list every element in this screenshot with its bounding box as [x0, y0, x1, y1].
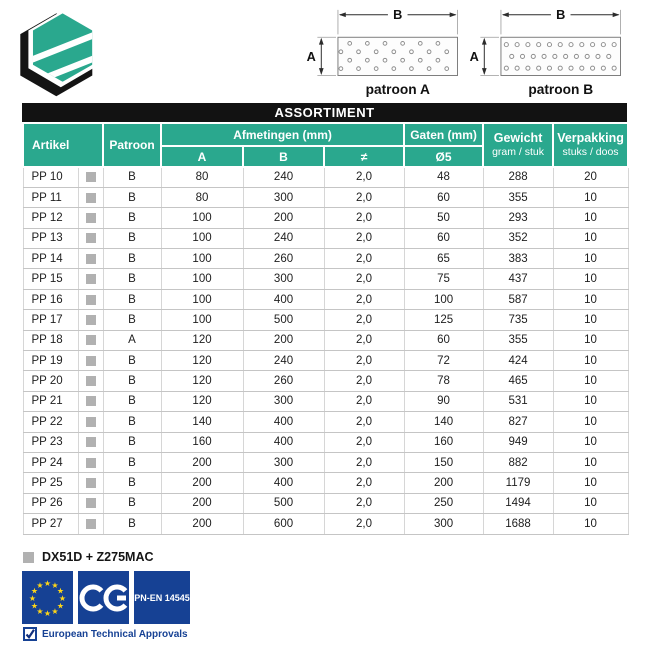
- dim-a-cell: 200: [161, 473, 243, 493]
- dim-b-cell: 400: [243, 473, 324, 493]
- holes-cell: 60: [404, 228, 483, 248]
- artikel-cell: PP 10: [23, 167, 78, 187]
- thickness-cell: 2,0: [324, 187, 404, 207]
- dim-b-cell: 240: [243, 167, 324, 187]
- dim-b-cell: 200: [243, 208, 324, 228]
- header-dim-a: A: [161, 146, 243, 167]
- material-swatch-cell: [78, 167, 103, 187]
- holes-cell: 300: [404, 514, 483, 534]
- holes-cell: 125: [404, 310, 483, 330]
- patroon-b-diagram: [465, 2, 630, 100]
- material-swatch-icon: [86, 437, 96, 447]
- header-verpakking-label: Verpakking: [557, 131, 624, 145]
- svg-text:★: ★: [30, 601, 39, 611]
- table-row: [23, 167, 628, 187]
- table-row: [23, 493, 628, 513]
- dim-a-cell: 120: [161, 391, 243, 411]
- weight-cell: 882: [483, 452, 553, 472]
- arrow-up-icon: [319, 38, 324, 45]
- table-row: [23, 330, 628, 350]
- material-swatch-cell: [78, 514, 103, 534]
- weight-cell: 352: [483, 228, 553, 248]
- material-swatch-cell: [78, 452, 103, 472]
- dim-b-cell: 500: [243, 493, 324, 513]
- holes-cell: 50: [404, 208, 483, 228]
- dim-b-cell: 300: [243, 269, 324, 289]
- material-swatch-cell: [78, 269, 103, 289]
- svg-text:★: ★: [56, 586, 65, 596]
- holes-cell: 150: [404, 452, 483, 472]
- material-swatch-cell: [78, 228, 103, 248]
- dim-b-cell: 300: [243, 452, 324, 472]
- packaging-cell: 10: [553, 432, 628, 452]
- dim-a-cell: 100: [161, 269, 243, 289]
- header-verpakking-sub: stuks / doos: [562, 146, 619, 158]
- thickness-cell: 2,0: [324, 208, 404, 228]
- table-row: [23, 412, 628, 432]
- weight-cell: 383: [483, 249, 553, 269]
- material-swatch-icon: [86, 519, 96, 529]
- eta-line: [23, 627, 188, 641]
- material-swatch-icon: [86, 376, 96, 386]
- material-swatch-icon: [86, 458, 96, 468]
- patroon-cell: B: [103, 493, 161, 513]
- material-swatch-cell: [78, 371, 103, 391]
- holes-cell: 200: [404, 473, 483, 493]
- arrow-right-icon: [450, 12, 457, 17]
- patroon-cell: B: [103, 187, 161, 207]
- packaging-cell: 10: [553, 493, 628, 513]
- dim-a-cell: 200: [161, 452, 243, 472]
- patroon-cell: B: [103, 412, 161, 432]
- packaging-cell: 10: [553, 330, 628, 350]
- material-swatch-cell: [78, 187, 103, 207]
- artikel-cell: PP 18: [23, 330, 78, 350]
- height-dim-label: A: [469, 48, 479, 64]
- material-swatch-cell: [78, 249, 103, 269]
- weight-cell: 1494: [483, 493, 553, 513]
- material-swatch-icon: [86, 193, 96, 203]
- table-row: [23, 310, 628, 330]
- material-swatch-cell: [78, 493, 103, 513]
- patroon-cell: B: [103, 208, 161, 228]
- holes-cell: 60: [404, 330, 483, 350]
- dim-b-cell: 600: [243, 514, 324, 534]
- table-row: [23, 473, 628, 493]
- dim-a-cell: 120: [161, 330, 243, 350]
- assortiment-tbody: [23, 167, 628, 534]
- patroon-cell: A: [103, 330, 161, 350]
- weight-cell: 288: [483, 167, 553, 187]
- svg-text:★: ★: [28, 594, 37, 603]
- header-gewicht-sub: gram / stuk: [492, 146, 545, 158]
- dim-a-cell: 120: [161, 371, 243, 391]
- svg-text:★: ★: [51, 607, 59, 616]
- material-swatch-cell: [78, 310, 103, 330]
- holes-cell: 65: [404, 249, 483, 269]
- svg-text:★: ★: [51, 581, 59, 590]
- packaging-cell: 10: [553, 351, 628, 371]
- patroon-cell: B: [103, 228, 161, 248]
- arrow-down-icon: [482, 68, 487, 75]
- svg-text:★: ★: [43, 609, 52, 618]
- dim-b-cell: 260: [243, 249, 324, 269]
- thickness-cell: 2,0: [324, 391, 404, 411]
- eu-stars: [22, 571, 73, 624]
- artikel-cell: PP 24: [23, 452, 78, 472]
- arrow-left-icon: [502, 12, 509, 17]
- header-afmetingen: Afmetingen (mm): [161, 123, 404, 146]
- dim-a-cell: 80: [161, 187, 243, 207]
- dim-a-cell: 100: [161, 289, 243, 309]
- patroon-a-diagram: [302, 2, 467, 100]
- weight-cell: 1688: [483, 514, 553, 534]
- svg-text:★: ★: [56, 601, 65, 611]
- table-row: [23, 351, 628, 371]
- thickness-cell: 2,0: [324, 269, 404, 289]
- holes-cell: 48: [404, 167, 483, 187]
- table-row: [23, 514, 628, 534]
- width-dim-label: B: [393, 7, 403, 23]
- dim-a-cell: 140: [161, 412, 243, 432]
- dim-b-cell: 300: [243, 391, 324, 411]
- weight-cell: 735: [483, 310, 553, 330]
- patroon-cell: B: [103, 249, 161, 269]
- material-swatch-icon: [86, 274, 96, 284]
- arrow-down-icon: [319, 68, 324, 75]
- artikel-cell: PP 21: [23, 391, 78, 411]
- weight-cell: 949: [483, 432, 553, 452]
- dim-b-cell: 400: [243, 432, 324, 452]
- header-gaten: Gaten (mm): [404, 123, 483, 146]
- packaging-cell: 10: [553, 228, 628, 248]
- dim-b-cell: 200: [243, 330, 324, 350]
- thickness-cell: 2,0: [324, 310, 404, 330]
- dim-a-cell: 200: [161, 493, 243, 513]
- material-swatch-icon: [86, 356, 96, 366]
- patroon-cell: B: [103, 167, 161, 187]
- dim-b-cell: 400: [243, 412, 324, 432]
- thickness-cell: 2,0: [324, 473, 404, 493]
- patroon-cell: B: [103, 289, 161, 309]
- artikel-cell: PP 16: [23, 289, 78, 309]
- packaging-cell: 20: [553, 167, 628, 187]
- brand-logo: [14, 6, 104, 100]
- table-row: [23, 452, 628, 472]
- material-swatch-cell: [78, 351, 103, 371]
- header-artikel: Artikel: [23, 123, 103, 167]
- holes-cell: 78: [404, 371, 483, 391]
- patroon-a-caption: patroon A: [365, 82, 430, 98]
- artikel-cell: PP 12: [23, 208, 78, 228]
- table-title: ASSORTIMENT: [22, 103, 627, 122]
- holes-cell: 60: [404, 187, 483, 207]
- artikel-cell: PP 22: [23, 412, 78, 432]
- artikel-cell: PP 17: [23, 310, 78, 330]
- svg-text:★: ★: [36, 607, 44, 616]
- patroon-cell: B: [103, 269, 161, 289]
- dim-a-cell: 100: [161, 310, 243, 330]
- thickness-cell: 2,0: [324, 289, 404, 309]
- material-swatch-cell: [78, 391, 103, 411]
- holes-cell: 160: [404, 432, 483, 452]
- patroon-cell: B: [103, 432, 161, 452]
- artikel-cell: PP 19: [23, 351, 78, 371]
- packaging-cell: 10: [553, 269, 628, 289]
- thickness-cell: 2,0: [324, 167, 404, 187]
- dim-a-cell: 100: [161, 228, 243, 248]
- artikel-cell: PP 23: [23, 432, 78, 452]
- material-swatch-cell: [78, 330, 103, 350]
- material-swatch-icon: [86, 417, 96, 427]
- header-thickness: ≠: [324, 146, 404, 167]
- dim-a-cell: 120: [161, 351, 243, 371]
- material-swatch-icon: [86, 478, 96, 488]
- thickness-cell: 2,0: [324, 351, 404, 371]
- material-swatch-icon: [86, 213, 96, 223]
- thickness-cell: 2,0: [324, 493, 404, 513]
- material-swatch-cell: [78, 289, 103, 309]
- packaging-cell: 10: [553, 391, 628, 411]
- table-row: [23, 208, 628, 228]
- weight-cell: 437: [483, 269, 553, 289]
- packaging-cell: 10: [553, 249, 628, 269]
- weight-cell: 1179: [483, 473, 553, 493]
- material-swatch-cell: [78, 412, 103, 432]
- packaging-cell: 10: [553, 452, 628, 472]
- material-swatch-icon: [86, 295, 96, 305]
- material-swatch-icon: [86, 172, 96, 182]
- dim-a-cell: 100: [161, 249, 243, 269]
- packaging-cell: 10: [553, 208, 628, 228]
- patroon-cell: B: [103, 351, 161, 371]
- dim-a-cell: 80: [161, 167, 243, 187]
- packaging-cell: 10: [553, 310, 628, 330]
- header-gewicht: [483, 123, 553, 167]
- packaging-cell: 10: [553, 412, 628, 432]
- weight-cell: 424: [483, 351, 553, 371]
- table-row: [23, 432, 628, 452]
- material-label: DX51D + Z275MAC: [42, 550, 154, 564]
- patroon-b-caption: patroon B: [528, 82, 594, 98]
- header-dim-b: B: [243, 146, 324, 167]
- holes-cell: 75: [404, 269, 483, 289]
- dim-a-cell: 200: [161, 514, 243, 534]
- certification-badges: [22, 571, 190, 624]
- weight-cell: 827: [483, 412, 553, 432]
- patroon-cell: B: [103, 391, 161, 411]
- table-row: [23, 289, 628, 309]
- table-row: [23, 391, 628, 411]
- packaging-cell: 10: [553, 514, 628, 534]
- artikel-cell: PP 11: [23, 187, 78, 207]
- ce-mark-icon: [78, 571, 129, 624]
- material-swatch-cell: [78, 473, 103, 493]
- dim-b-cell: 500: [243, 310, 324, 330]
- artikel-cell: PP 20: [23, 371, 78, 391]
- table-row: [23, 228, 628, 248]
- material-swatch-icon: [86, 335, 96, 345]
- material-swatch-cell: [78, 208, 103, 228]
- weight-cell: 355: [483, 330, 553, 350]
- patroon-cell: B: [103, 452, 161, 472]
- artikel-cell: PP 15: [23, 269, 78, 289]
- packaging-cell: 10: [553, 371, 628, 391]
- packaging-cell: 10: [553, 473, 628, 493]
- header-hole-diameter: Ø5: [404, 146, 483, 167]
- thickness-cell: 2,0: [324, 371, 404, 391]
- table-row: [23, 249, 628, 269]
- thickness-cell: 2,0: [324, 330, 404, 350]
- patroon-cell: B: [103, 514, 161, 534]
- dim-b-cell: 260: [243, 371, 324, 391]
- artikel-cell: PP 26: [23, 493, 78, 513]
- material-swatch-icon: [86, 233, 96, 243]
- norm-label: PN-EN 14545: [134, 592, 190, 603]
- thickness-cell: 2,0: [324, 249, 404, 269]
- weight-cell: 293: [483, 208, 553, 228]
- holes-cell: 100: [404, 289, 483, 309]
- arrow-right-icon: [613, 12, 620, 17]
- material-swatch-icon: [86, 396, 96, 406]
- weight-cell: 355: [483, 187, 553, 207]
- dim-b-cell: 240: [243, 351, 324, 371]
- holes-cell: 250: [404, 493, 483, 513]
- thickness-cell: 2,0: [324, 514, 404, 534]
- packaging-cell: 10: [553, 289, 628, 309]
- weight-cell: 465: [483, 371, 553, 391]
- table-row: [23, 187, 628, 207]
- material-swatch-icon: [86, 498, 96, 508]
- patroon-cell: B: [103, 310, 161, 330]
- material-swatch-icon: [86, 254, 96, 264]
- material-swatch-icon: [23, 552, 34, 563]
- packaging-cell: 10: [553, 187, 628, 207]
- artikel-cell: PP 13: [23, 228, 78, 248]
- norm-badge: [134, 571, 190, 624]
- eta-checkbox-icon: [23, 627, 37, 641]
- thickness-cell: 2,0: [324, 432, 404, 452]
- height-dim-label: A: [306, 48, 316, 64]
- thickness-cell: 2,0: [324, 412, 404, 432]
- svg-text:★: ★: [30, 586, 39, 596]
- patroon-cell: B: [103, 473, 161, 493]
- eu-flag-icon: [22, 571, 73, 624]
- material-swatch-icon: [86, 315, 96, 325]
- thickness-cell: 2,0: [324, 452, 404, 472]
- artikel-cell: PP 25: [23, 473, 78, 493]
- dim-b-cell: 240: [243, 228, 324, 248]
- holes-cell: 72: [404, 351, 483, 371]
- header-gewicht-label: Gewicht: [493, 131, 543, 145]
- dim-a-cell: 100: [161, 208, 243, 228]
- material-legend: [23, 550, 154, 564]
- patroon-cell: B: [103, 371, 161, 391]
- svg-text:★: ★: [58, 594, 67, 603]
- weight-cell: 587: [483, 289, 553, 309]
- svg-text:★: ★: [36, 581, 44, 590]
- width-dim-label: B: [556, 7, 566, 23]
- dim-b-cell: 400: [243, 289, 324, 309]
- assortiment-table: [22, 122, 629, 535]
- assortiment-section: [22, 103, 627, 535]
- holes-cell: 140: [404, 412, 483, 432]
- thickness-cell: 2,0: [324, 228, 404, 248]
- arrow-left-icon: [339, 12, 346, 17]
- dim-a-cell: 160: [161, 432, 243, 452]
- dim-b-cell: 300: [243, 187, 324, 207]
- arrow-up-icon: [482, 38, 487, 45]
- eta-label: European Technical Approvals: [42, 628, 188, 640]
- material-swatch-cell: [78, 432, 103, 452]
- header-verpakking: [553, 123, 628, 167]
- table-row: [23, 269, 628, 289]
- holes-cell: 90: [404, 391, 483, 411]
- svg-text:★: ★: [43, 579, 52, 588]
- weight-cell: 531: [483, 391, 553, 411]
- header-patroon: Patroon: [103, 123, 161, 167]
- table-row: [23, 371, 628, 391]
- artikel-cell: PP 14: [23, 249, 78, 269]
- artikel-cell: PP 27: [23, 514, 78, 534]
